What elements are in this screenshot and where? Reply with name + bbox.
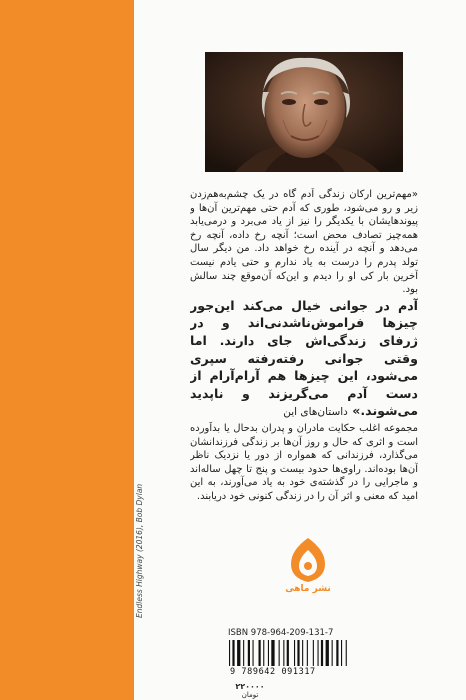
barcode-digits: 9 789642 091317 <box>230 667 316 677</box>
blurb-paragraph-3: مجموعه اغلب حکایت مادران و پدران بدحال یا بداَورده است و اثری که حال و روز آن‌ها بر زندگی فرزندانشان می‌گذارد، فرزندانی که همواره از دور یا نزدیک ناظر آن‌ها بوده‌اند. راوی‌ها حدود بیست و پنج تا چهل ساله‌اند و ماجرایی را در گذشته‌ی خود به یاد می‌آورند، به این امید که معنی و اثر آن را در زندگی کنونی خود دریابند. <box>190 422 418 502</box>
publisher-name: نشر ماهی <box>285 584 331 594</box>
blurb-paragraph-2-tail: داستان‌های این <box>283 406 348 419</box>
price-tag <box>220 682 280 700</box>
book-spine <box>0 0 134 700</box>
blurb-paragraph-2 <box>190 297 418 422</box>
blurb-text <box>190 188 418 518</box>
blurb-quote: آدم در جوانی خیال می‌کند این‌جور چیزها فراموش‌ناشدنی‌اند و در ژرفای زندگی‌اش جای دارند. اما وقتی جوانی رفته‌رفته سپری می‌شود، این چیزها هم آرام‌آرام از دست آدم می‌گریزند و ناپدید می‌شوند.» <box>190 297 418 419</box>
author-portrait-icon <box>205 52 403 172</box>
price-unit: تومان <box>241 691 259 699</box>
price-amount: ۲۲۰۰۰۰ <box>235 682 265 691</box>
author-photo <box>205 52 403 172</box>
photo-credit: Endless Highway (2016), Bob Dylan <box>135 483 144 618</box>
publisher-logo-icon <box>285 536 331 584</box>
isbn-text: ISBN 978-964-209-131-7 <box>228 628 334 638</box>
blurb-paragraph-1: «مهم‌ترین ارکان زندگی آدم گاه در یک چشم‌به‌هم‌زدن زیر و رو می‌شود، طوری که آدم حتی مهم‌ترین آن‌ها و پیوندهایشان با یکدیگر را نیز از یاد می‌برد و درمی‌یابد همه‌چیز تصادف محض است؛ آنچه رخ داده، آنچه رخ می‌دهد و آنچه در آینده رخ خواهد داد. من دیگر سال تولد پدرم را درست به یاد ندارم و حتی یادم نیست آخرین بار کی او را دیدم و این‌که آن‌موقع چند سالش بود. <box>190 189 418 296</box>
